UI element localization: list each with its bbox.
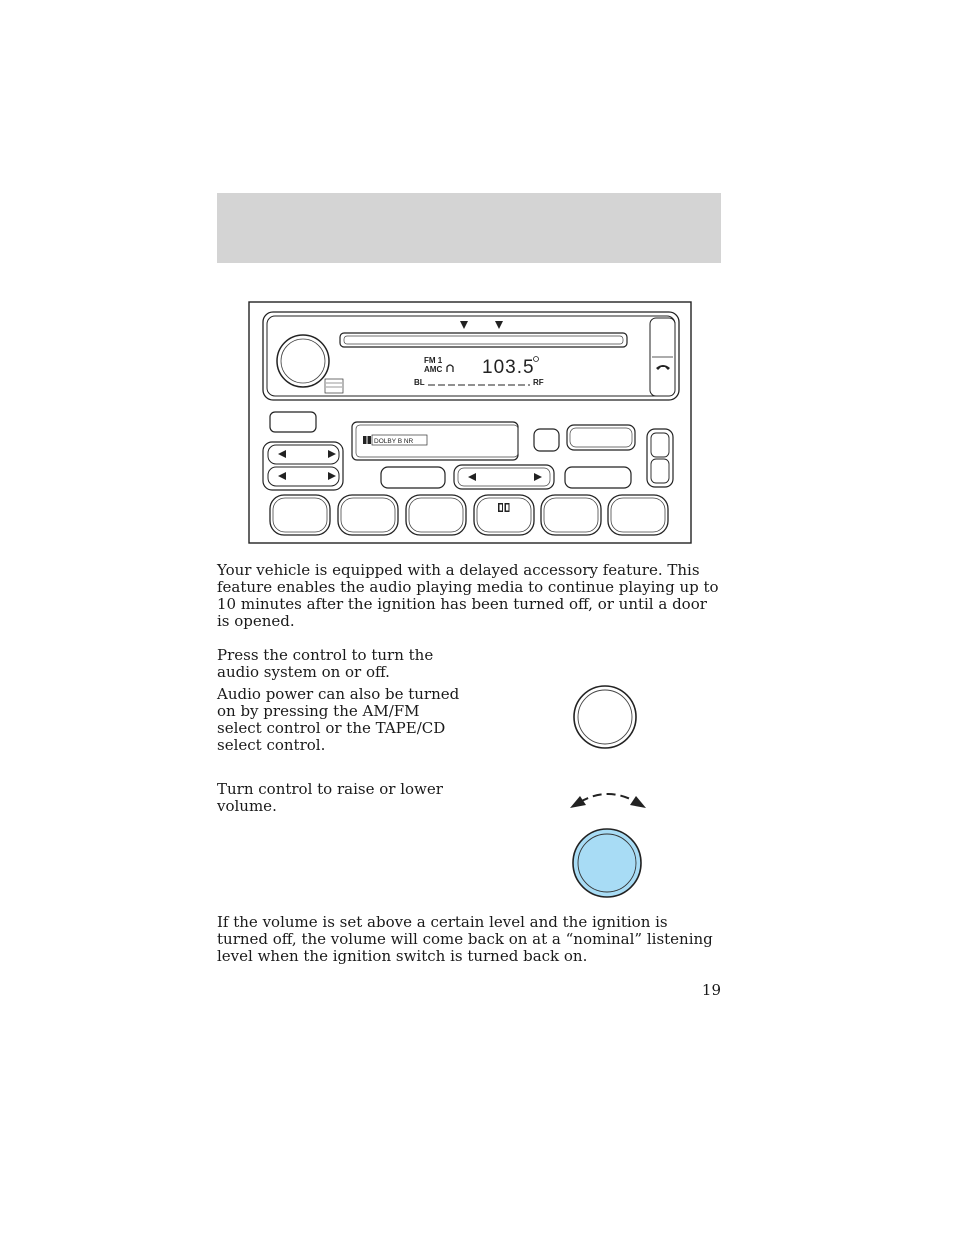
button-eject-tape (567, 425, 635, 450)
page-number: 19 (701, 981, 721, 999)
power-knob-icon (572, 684, 638, 750)
power-alternative-paragraph: Audio power can also be turned on by pressing the AM/FM select control or the TAPE/CD select control. (217, 685, 460, 754)
power-instruction-paragraph: Press the control to turn the audio system on or off. (217, 646, 434, 681)
volume-knob-icon (571, 827, 643, 899)
button-top-left (270, 412, 316, 432)
button-middle-left (381, 467, 445, 488)
radio-faceplate-illustration (248, 301, 693, 545)
section-header-band (217, 193, 721, 263)
button-small-square (534, 429, 559, 451)
volume-instruction-paragraph: Turn control to raise or lower volume. (217, 780, 443, 815)
faceplate-power-knob (277, 335, 329, 387)
display-band: FM 1 (424, 356, 443, 365)
intro-paragraph: Your vehicle is equipped with a delayed accessory feature. This feature enables the audio playing media to continue playing up to 10 minutes after the ignition has been turned off, or until a door is opened. (217, 561, 719, 630)
button-middle-right (565, 467, 631, 488)
display-balance-right: RF (533, 378, 544, 387)
display-balance-left: BL (414, 378, 425, 387)
display-frequency: 103.5 (482, 357, 535, 378)
display-amc: AMC (424, 365, 443, 374)
dolby-label: DOLBY B NR (374, 438, 414, 445)
nominal-level-paragraph: If the volume is set above a certain level and the ignition is turned off, the volume will come back on at a “nominal” listening level when the ignition switch is turned back on. (217, 913, 713, 965)
cd-logo-icon (325, 379, 343, 393)
volume-rotate-arrows-icon (566, 786, 650, 814)
